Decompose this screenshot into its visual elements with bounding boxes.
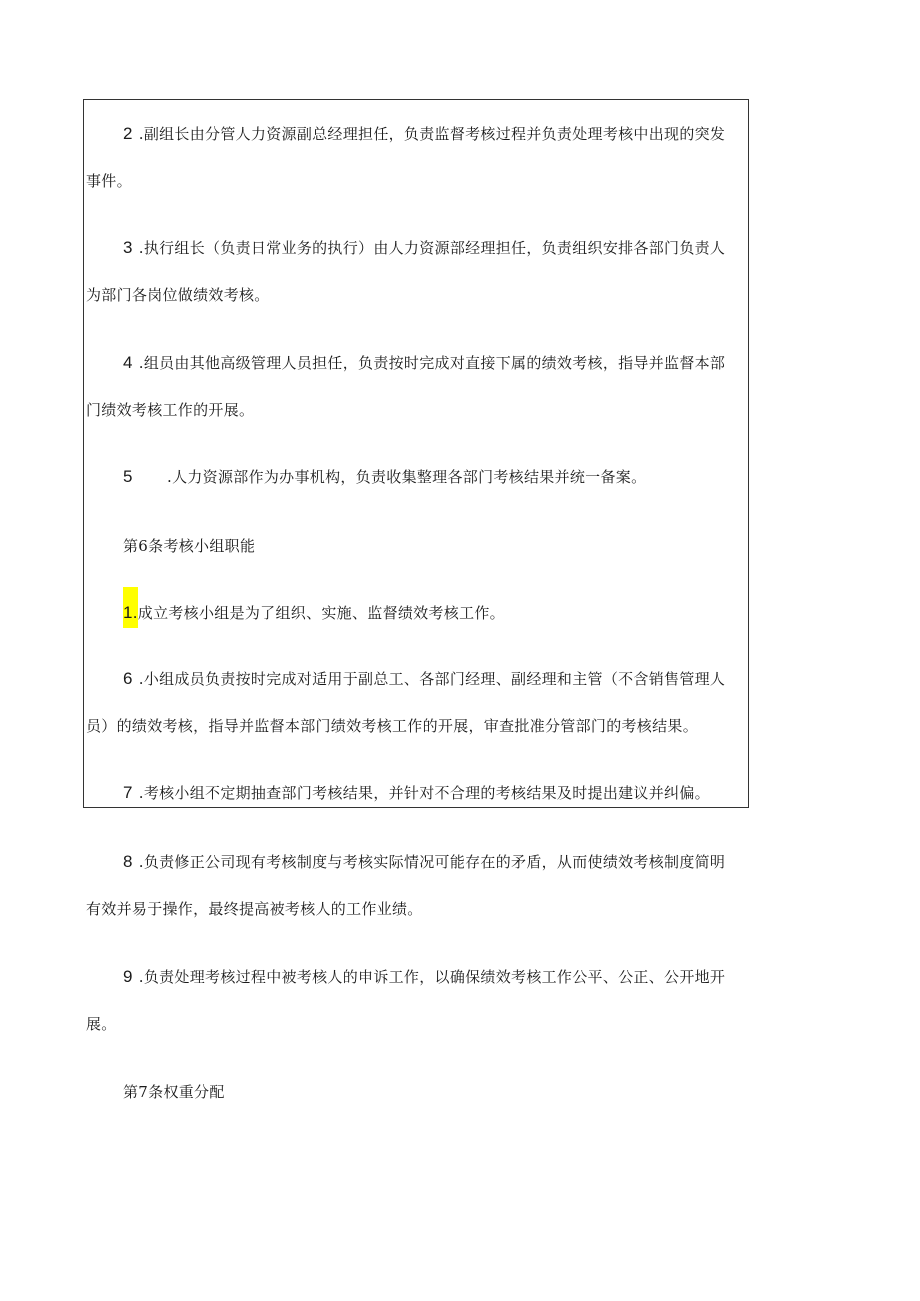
- item-7: [86, 780, 746, 806]
- article-7-heading: 第7条权重分配: [123, 1083, 225, 1101]
- item-2-text-line1: .副组长由分管人力资源副总经理担任，负责监督考核过程并负责处理考核中出现的突发: [138, 125, 726, 143]
- item-2-text-line2: 事件。: [86, 172, 132, 190]
- article-6-item-1-text: 成立考核小组是为了组织、实施、监督绩效考核工作。: [137, 604, 505, 622]
- item-6-text-line2: 员）的绩效考核，指导并监督本部门绩效考核工作的开展，审查批准分管部门的考核结果。: [86, 717, 699, 735]
- item-3-text-line2: 为部门各岗位做绩效考核。: [86, 286, 270, 304]
- item-5-number: 5: [123, 467, 133, 486]
- item-5: [86, 464, 746, 490]
- item-6: [86, 666, 746, 739]
- item-6-number: 6: [123, 669, 133, 688]
- item-5-text: .人力资源部作为办事机构，负责收集整理各部门考核结果并统一备案。: [167, 468, 647, 486]
- article-6-item-1: [86, 600, 746, 626]
- item-8-text-line1: .负责修正公司现有考核制度与考核实际情况可能存在的矛盾，从而使绩效考核制度简明: [138, 853, 726, 871]
- item-6-text-line1: .小组成员负责按时完成对适用于副总工、各部门经理、副经理和主管（不含销售管理人: [138, 670, 726, 688]
- item-4-number: 4: [123, 353, 133, 372]
- item-7-text: .考核小组不定期抽查部门考核结果，并针对不合理的考核结果及时提出建议并纠偏。: [138, 784, 710, 802]
- item-4: [86, 350, 746, 423]
- item-3: [86, 235, 746, 308]
- item-7-number: 7: [123, 783, 133, 802]
- item-2-number: 2: [123, 124, 133, 143]
- highlighted-number: 1.: [123, 587, 138, 628]
- item-3-text-line1: .执行组长（负责日常业务的执行）由人力资源部经理担任，负责组织安排各部门负责人: [138, 239, 726, 257]
- item-9-text-line2: 展。: [86, 1015, 117, 1033]
- item-3-number: 3: [123, 238, 133, 257]
- article-6-heading: 第6条考核小组职能: [123, 537, 256, 555]
- item-4-text-line2: 门绩效考核工作的开展。: [86, 401, 255, 419]
- item-8-text-line2: 有效并易于操作，最终提高被考核人的工作业绩。: [86, 900, 423, 918]
- item-9: [86, 964, 746, 1037]
- item-9-number: 9: [123, 967, 133, 986]
- item-9-text-line1: .负责处理考核过程中被考核人的申诉工作，以确保绩效考核工作公平、公正、公开地开: [138, 968, 726, 986]
- item-8-number: 8: [123, 852, 133, 871]
- item-4-text-line1: .组员由其他高级管理人员担任，负责按时完成对直接下属的绩效考核，指导并监督本部: [138, 354, 726, 372]
- item-8: [86, 849, 746, 922]
- item-2: [86, 121, 746, 194]
